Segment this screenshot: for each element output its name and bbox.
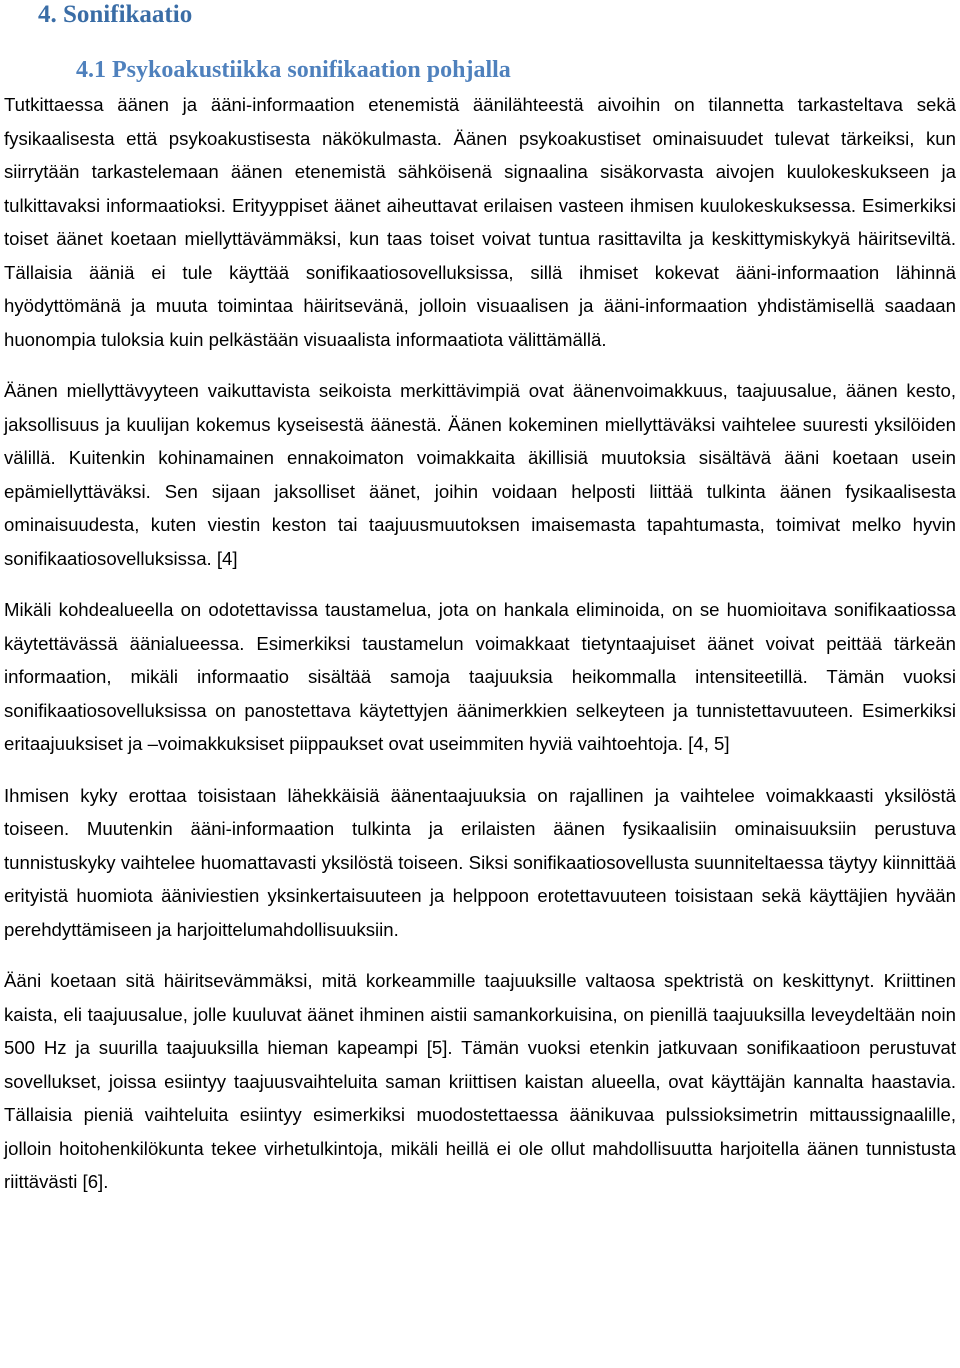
document-page — [4, 0, 956, 1199]
paragraph-2: Äänen miellyttävyyteen vaikuttavista seikoista merkittävimpiä ovat äänenvoimakkuus, taajuusalue, äänen kesto, jaksollisuus ja kuulijan kokemus kyseisestä äänestä. Äänen kokeminen miellyttäväksi vaihtelee suuresti yksilöiden välillä. Kuitenkin kohinamainen ennakoimaton voimakkaita äkillisiä muutoksia sisältävä ääni koetaan usein epämiellyttäväksi. Sen sijaan jaksolliset äänet, joihin voidaan helposti liittää tulkinta äänen fysikaalisesta ominaisuudesta, kuten viestin keston tai taajuusmuutoksen imaisemasta tapahtumasta, toimivat melko hyvin sonifikaatiosovelluksissa. [4] — [4, 380, 956, 569]
section-heading: 4.1 Psykoakustiikka sonifikaation pohjalla — [76, 57, 511, 83]
paragraph-3: Mikäli kohdealueella on odotettavissa taustamelua, jota on hankala eliminoida, on se huomioitava sonifikaatiossa käytettävässä äänialueessa. Esimerkiksi taustamelun voimakkaat tietyntaajuiset äänet voivat peittää tärkeän informaation, mikäli informaatio sisältää samoja taajuuksia heikommalla intensiteetillä. Tämän vuoksi sonifikaatiosovelluksissa on panostettava käytettyjen äänimerkkien selkeyteen ja tunnistettavuuteen. Esimerkiksi eritaajuuksiset ja –voimakkuksiset piippaukset ovat useimmiten hyviä vaihtoehtoja. [4, 5] — [4, 599, 956, 754]
paragraph-4: Ihmisen kyky erottaa toisistaan lähekkäisiä äänentaajuuksia on rajallinen ja vaihtelee voimakkaasti yksilöstä toiseen. Muutenkin ääni-informaation tulkinta ja erilaisten äänen fysikaalisiin ominaisuuksiin perustuva tunnistuskyky vaihtelee huomattavasti yksilöstä toiseen. Siksi sonifikaatiosovellusta suunniteltaessa täytyy kiinnittää erityistä huomiota ääniviestien yksinkertaisuuteen ja helppoon erotettavuuteen toisistaan sekä käyttäjien hyvään perehdyttämiseen ja harjoittelumahdollisuuksiin. — [4, 784, 956, 940]
chapter-heading: 4. Sonifikaatio — [38, 1, 193, 28]
paragraph-1: Tutkittaessa äänen ja ääni-informaation etenemistä äänilähteestä aivoihin on tilannetta tarkasteltava sekä fysikaalisesta että psykoakustisesta näkökulmasta. Äänen psykoakustiset ominaisuudet tulevat tärkeiksi, kun siirrytään tarkastelemaan äänen etenemistä sähköisenä signaalina sisäkorvasta aivojen kuulokeskukseen ja tulkittavaksi informaatioksi. Erityyppiset äänet aiheuttavat erilaisen vasteen ihmisen kuulokeskuksessa. Esimerkiksi toiset äänet koetaan miellyttävämmäksi, kun taas toiset voivat tuntua rasittavilta ja keskittymiskykyä häiritseviltä. Tällaisia ääniä ei tule käyttää sonifikaatiosovelluksissa, sillä ihmiset kokevat ääni-informaation lähinnä hyödyttömänä ja muuta toimintaa häiritsevänä, jolloin visuaalisen ja ääni-informaation yhdistämisellä saadaan huonompia tuloksia kuin pelkästään visuaalista informaatiota välittämällä. — [4, 94, 956, 350]
paragraph-5: Ääni koetaan sitä häiritsevämmäksi, mitä korkeammille taajuuksille valtaosa spektristä on keskittynyt. Kriittinen kaista, eli taajuusalue, jolle kuuluvat äänet ihminen aistii samankorkuisina, on pienillä taajuuksilla leveydeltään noin 500 Hz ja suurilla taajuuksilla hieman kapeampi [5]. Tämän vuoksi etenkin jatkuvaan sonifikaatioon perustuvat sovellukset, joissa esiintyy taajuusvaihteluita saman kriittisen kaistan alueella, ovat käyttäjän kannalta haastavia. Tällaisia pieniä vaihteluita esiintyy esimerkiksi muodostettaessa äänikuvaa pulssioksimetrin mittaussignaalille, jolloin hoitohenkilökunta tekee virhetulkintoja, mikäli heillä ei ole ollut mahdollisuutta harjoitella äänen tunnistusta riittävästi [6]. — [4, 970, 956, 1192]
